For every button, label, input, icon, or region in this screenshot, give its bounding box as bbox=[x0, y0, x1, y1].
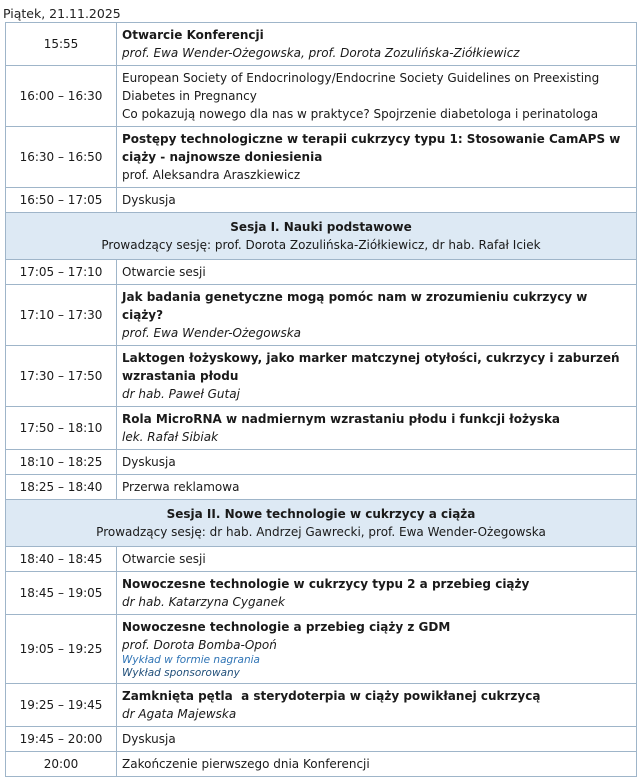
talk-title: Otwarcie sesji bbox=[122, 552, 206, 566]
row-time: 16:50 – 17:05 bbox=[6, 188, 117, 213]
talk-title: Otwarcie sesji bbox=[122, 265, 206, 279]
session-chairs: Prowadzący sesję: prof. Dorota Zozulińska-Ziółkiewicz, dr hab. Rafał Iciek bbox=[101, 238, 541, 252]
program-row bbox=[6, 407, 637, 450]
program-row bbox=[6, 23, 637, 66]
session-header bbox=[6, 213, 637, 260]
row-time: 18:45 – 19:05 bbox=[6, 572, 117, 615]
program-row bbox=[6, 684, 637, 727]
talk-title: Nowoczesne technologie w cukrzycy typu 2 a przebieg ciąży bbox=[122, 577, 530, 591]
row-content bbox=[117, 727, 637, 752]
program-date: Piątek, 21.11.2025 bbox=[3, 6, 121, 21]
row-content bbox=[117, 475, 637, 500]
program-row bbox=[6, 475, 637, 500]
talk-title: Zakończenie pierwszego dnia Konferencji bbox=[122, 757, 370, 771]
row-time: 16:00 – 16:30 bbox=[6, 66, 117, 127]
program-row bbox=[6, 188, 637, 213]
program-table bbox=[5, 22, 637, 777]
talk-title: Dyskusja bbox=[122, 193, 176, 207]
program-row bbox=[6, 450, 637, 475]
talk-title: Rola MicroRNA w nadmiernym wzrastaniu płodu i funkcji łożyska bbox=[122, 412, 561, 426]
row-time: 19:05 – 19:25 bbox=[6, 615, 117, 684]
row-time: 17:10 – 17:30 bbox=[6, 285, 117, 346]
program-row bbox=[6, 547, 637, 572]
talk-speaker: lek. Rafał Sibiak bbox=[122, 430, 219, 444]
row-time: 19:25 – 19:45 bbox=[6, 684, 117, 727]
talk-title: Postępy technologiczne w terapii cukrzycy typu 1: Stosowanie CamAPS w ciąży - najnowsze doniesienia bbox=[122, 132, 621, 164]
talk-speaker: prof. Ewa Wender-Ożegowska bbox=[122, 326, 302, 340]
row-time: 18:10 – 18:25 bbox=[6, 450, 117, 475]
row-content bbox=[117, 346, 637, 407]
talk-title: Laktogen łożyskowy, jako marker matczynej otyłości, cukrzycy i zaburzeń wzrastania płodu bbox=[122, 351, 620, 383]
sponsored-note: Wykład sponsorowany bbox=[122, 667, 240, 679]
row-content bbox=[117, 572, 637, 615]
talk-subtitle: Co pokazują nowego dla nas w praktyce? Spojrzenie diabetologa i perinatologa bbox=[122, 107, 599, 121]
program-row bbox=[6, 66, 637, 127]
row-content bbox=[117, 450, 637, 475]
talk-title: European Society of Endocrinology/Endocrine Society Guidelines on Preexisting Diabetes in Pregnancy bbox=[122, 71, 600, 103]
row-time: 17:30 – 17:50 bbox=[6, 346, 117, 407]
row-content bbox=[117, 260, 637, 285]
session-title: Sesja I. Nauki podstawowe bbox=[230, 220, 412, 234]
talk-title: Dyskusja bbox=[122, 732, 176, 746]
talk-speaker: dr hab. Paweł Gutaj bbox=[122, 387, 240, 401]
program-row bbox=[6, 285, 637, 346]
talk-speaker: prof. Ewa Wender-Ożegowska, prof. Dorota Zozulińska-Ziółkiewicz bbox=[122, 46, 520, 60]
talk-title: Nowoczesne technologie a przebieg ciąży z GDM bbox=[122, 620, 451, 634]
session-header bbox=[6, 500, 637, 547]
row-content bbox=[117, 684, 637, 727]
talk-speaker: prof. Dorota Bomba-Opoń bbox=[122, 638, 277, 652]
talk-speaker: prof. Aleksandra Araszkiewicz bbox=[122, 168, 301, 182]
row-time: 19:45 – 20:00 bbox=[6, 727, 117, 752]
row-content bbox=[117, 407, 637, 450]
talk-title: Jak badania genetyczne mogą pomóc nam w zrozumieniu cukrzycy w ciąży? bbox=[122, 290, 588, 322]
session-chairs: Prowadzący sesję: dr hab. Andrzej Gawrecki, prof. Ewa Wender-Ożegowska bbox=[96, 525, 546, 539]
program-row bbox=[6, 727, 637, 752]
talk-title: Przerwa reklamowa bbox=[122, 480, 240, 494]
row-time: 18:25 – 18:40 bbox=[6, 475, 117, 500]
recording-note: Wykład w formie nagrania bbox=[122, 654, 260, 666]
row-time: 17:50 – 18:10 bbox=[6, 407, 117, 450]
row-content bbox=[117, 23, 637, 66]
talk-title: Otwarcie Konferencji bbox=[122, 28, 264, 42]
talk-speaker: dr hab. Katarzyna Cyganek bbox=[122, 595, 285, 609]
session-title: Sesja II. Nowe technologie w cukrzycy a ciąża bbox=[166, 507, 476, 521]
talk-speaker: dr Agata Majewska bbox=[122, 707, 237, 721]
row-content bbox=[117, 615, 637, 684]
program-row bbox=[6, 260, 637, 285]
row-time: 16:30 – 16:50 bbox=[6, 127, 117, 188]
program-row bbox=[6, 572, 637, 615]
program-row bbox=[6, 127, 637, 188]
row-content bbox=[117, 188, 637, 213]
program-row bbox=[6, 615, 637, 684]
session-cell bbox=[6, 500, 637, 547]
row-content bbox=[117, 127, 637, 188]
row-content bbox=[117, 547, 637, 572]
row-content bbox=[117, 66, 637, 127]
row-content bbox=[117, 285, 637, 346]
talk-title: Dyskusja bbox=[122, 455, 176, 469]
session-cell bbox=[6, 213, 637, 260]
row-time: 18:40 – 18:45 bbox=[6, 547, 117, 572]
row-time: 15:55 bbox=[6, 23, 117, 66]
row-time: 20:00 bbox=[6, 752, 117, 777]
program-row bbox=[6, 346, 637, 407]
row-time: 17:05 – 17:10 bbox=[6, 260, 117, 285]
talk-title: Zamknięta pętla a sterydoterpia w ciąży powikłanej cukrzycą bbox=[122, 689, 541, 703]
